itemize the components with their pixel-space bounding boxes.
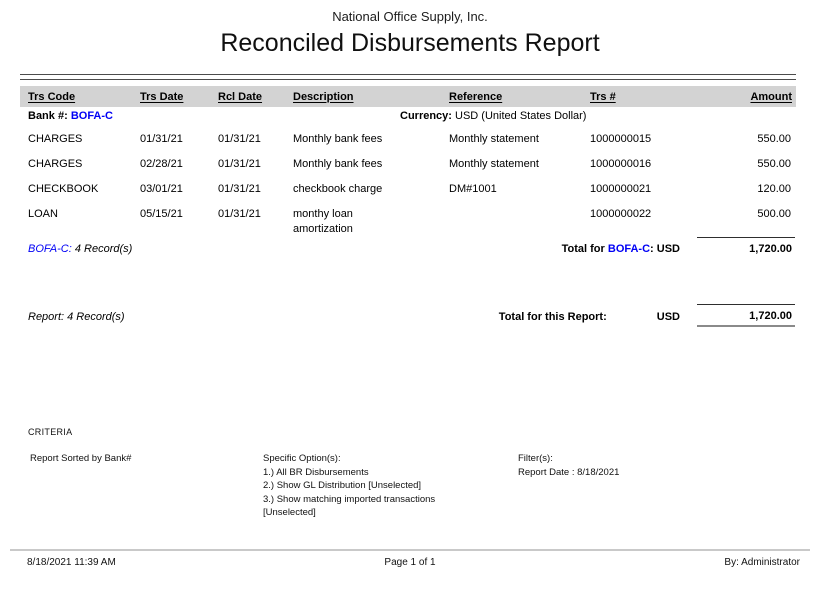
header-divider-top [20,74,796,75]
bank-code-link[interactable]: BOFA-C [607,243,651,255]
criteria-filters-label: Filter(s): [518,453,553,464]
cell-reference: DM#1001 [449,183,497,195]
cell-trs-num: 1000000022 [590,208,652,220]
cell-rcl-date: 01/31/21 [218,208,261,220]
column-header-trs-num: Trs # [590,90,616,103]
criteria-options-label: Specific Option(s): [263,453,341,464]
column-header-reference: Reference [449,90,503,103]
bank-group-header [28,110,795,122]
cell-description: monthy loan amortization [293,208,353,235]
column-header-trs-date: Trs Date [140,90,184,103]
cell-amount: 120.00 [757,183,791,195]
criteria-filters [518,452,619,479]
bank-total [562,237,795,255]
report-total-currency: USD [656,311,680,323]
cell-trs-code: CHARGES [28,158,83,170]
cell-rcl-date: 01/31/21 [218,133,261,145]
table-row [28,182,795,197]
column-header-description: Description [293,90,354,103]
footer-divider [10,549,810,551]
cell-trs-num: 1000000015 [590,133,652,145]
cell-trs-code: LOAN [28,208,58,220]
criteria-sorted-by: Report Sorted by Bank# [30,453,132,464]
page-title: Reconciled Disbursements Report [220,29,600,57]
criteria-option: 1.) All BR Disbursements [263,466,369,478]
criteria-filter-value: Report Date : 8/18/2021 [518,466,620,478]
cell-reference [449,207,590,237]
criteria-option: 2.) Show GL Distribution [Unselected] [263,480,422,491]
cell-trs-date: 05/15/21 [140,208,183,220]
cell-reference: Monthly statement [449,158,539,170]
transactions-table [28,132,795,247]
currency-value: USD (United States Dollar) [455,110,587,122]
criteria-options [263,452,481,520]
cell-rcl-date: 01/31/21 [218,158,261,170]
footer-user: By: Administrator [724,557,800,568]
column-header-amount: Amount [750,90,792,103]
report-total-amount: 1,720.00 [697,304,795,327]
column-header-trs-code: Trs Code [28,90,76,103]
company-name: National Office Supply, Inc. [332,9,488,24]
currency-group [400,110,586,122]
currency-label: Currency: [400,110,452,122]
bank-total-amount: 1,720.00 [697,237,795,255]
cell-rcl-date: 01/31/21 [218,183,261,195]
cell-amount: 550.00 [757,158,791,170]
cell-reference: Monthly statement [449,133,539,145]
criteria-option: 3.) Show matching imported transactions [Unselected] [263,493,436,518]
footer-page-number: Page 1 of 1 [384,557,436,568]
report-record-count: Report: 4 Record(s) [28,311,125,323]
record-count-text: 4 Record(s) [74,243,133,255]
cell-trs-num: 1000000016 [590,158,652,170]
cell-amount: 550.00 [757,133,791,145]
footer-datetime: 8/18/2021 11:39 AM [27,557,116,568]
table-row [28,132,795,147]
cell-trs-code: CHARGES [28,133,83,145]
cell-trs-code: CHECKBOOK [28,183,99,195]
cell-trs-date: 03/01/21 [140,183,183,195]
cell-description: Monthly bank fees [293,158,383,170]
cell-trs-date: 02/28/21 [140,158,183,170]
cell-trs-num: 1000000021 [590,183,652,195]
header-divider-bottom [20,79,796,80]
cell-amount: 500.00 [757,208,791,220]
table-row [28,157,795,172]
criteria-heading: CRITERIA [28,427,73,437]
cell-description: Monthly bank fees [293,133,383,145]
bank-record-count [28,243,132,255]
report-total [499,304,795,327]
column-header-rcl-date: Rcl Date [218,90,263,103]
page-footer [0,557,820,568]
table-row [28,207,795,237]
cell-description: checkbook charge [293,183,383,195]
cell-trs-date: 01/31/21 [140,133,183,145]
report-total-label: Total for this Report: [498,311,607,323]
bank-code-link[interactable]: BOFA-C [70,110,113,122]
table-header-row [20,86,796,107]
bank-code-link[interactable]: BOFA-C: [28,243,72,255]
bank-number-label: Bank #: [28,110,68,122]
bank-total-label: Total for BOFA-C: USD [561,243,680,255]
